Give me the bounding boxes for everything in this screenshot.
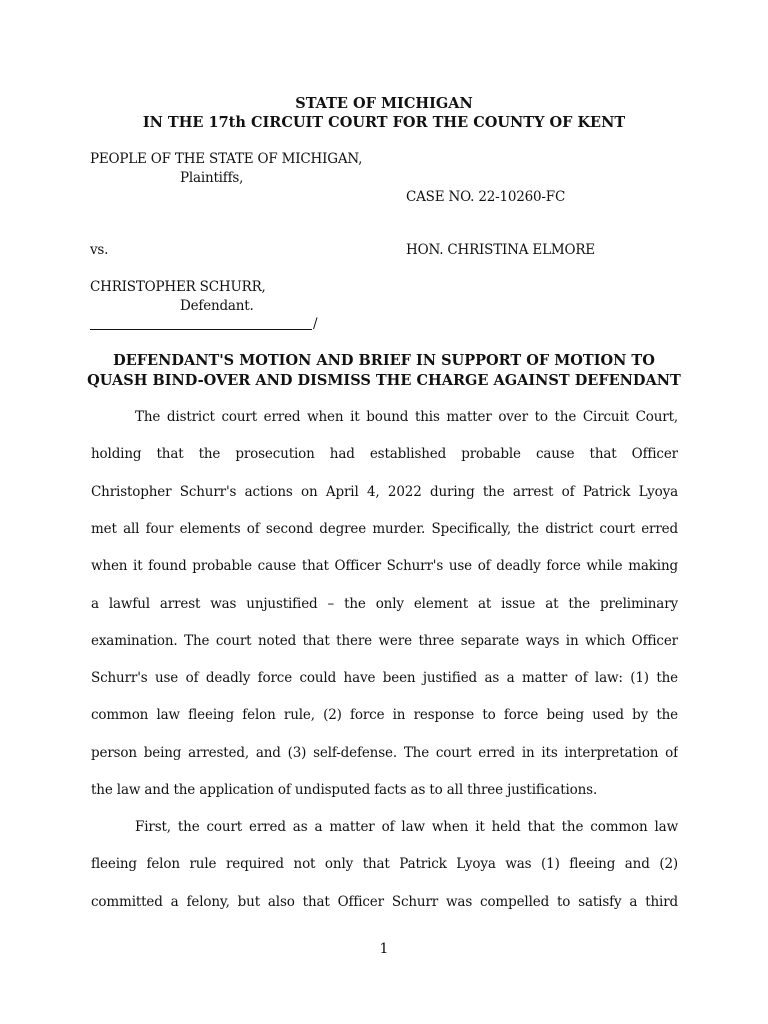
- body-line: a lawful arrest was unjustified – the only element at issue at the preliminary: [91, 596, 678, 612]
- plaintiff-name: PEOPLE OF THE STATE OF MICHIGAN,: [90, 151, 363, 167]
- page-number: 1: [379, 941, 389, 957]
- body-line: when it found probable cause that Officer Schurr's use of deadly force while making: [91, 558, 678, 574]
- body-line: met all four elements of second degree murder. Specifically, the district court erred: [91, 521, 678, 537]
- judge-name: HON. CHRISTINA ELMORE: [406, 242, 595, 258]
- motion-title-line-2: QUASH BIND-OVER AND DISMISS THE CHARGE AGAINST DEFENDANT: [87, 372, 681, 389]
- body-line: committed a felony, but also that Officer Schurr was compelled to satisfy a third: [91, 894, 678, 910]
- body-line: common law fleeing felon rule, (2) force in response to force being used by the: [91, 707, 678, 723]
- body-line: examination. The court noted that there were three separate ways in which Officer: [91, 633, 678, 649]
- body-line: person being arrested, and (3) self-defense. The court erred in its interpretation of: [91, 745, 678, 761]
- motion-title-line-1: DEFENDANT'S MOTION AND BRIEF IN SUPPORT OF MOTION TO: [113, 352, 655, 369]
- caption-slash: /: [313, 316, 318, 332]
- body-line: fleeing felon rule required not only that Patrick Lyoya was (1) fleeing and (2): [91, 856, 678, 872]
- plaintiff-role: Plaintiffs,: [180, 170, 244, 186]
- body-line: The district court erred when it bound this matter over to the Circuit Court,: [135, 409, 678, 425]
- body-line: holding that the prosecution had established probable cause that Officer: [91, 446, 678, 462]
- defendant-name: CHRISTOPHER SCHURR,: [90, 279, 266, 295]
- caption-signature-line: [90, 329, 312, 330]
- body-line: the law and the application of undisputed facts as to all three justifications.: [91, 782, 598, 798]
- body-line: First, the court erred as a matter of law when it held that the common law: [135, 819, 678, 835]
- court-state-heading: STATE OF MICHIGAN: [295, 95, 473, 112]
- defendant-role: Defendant.: [180, 298, 254, 314]
- versus-label: vs.: [90, 242, 109, 258]
- body-line: Schurr's use of deadly force could have been justified as a matter of law: (1) the: [91, 670, 678, 686]
- court-name-heading: IN THE 17th CIRCUIT COURT FOR THE COUNTY OF KENT: [142, 114, 626, 131]
- body-line: Christopher Schurr's actions on April 4, 2022 during the arrest of Patrick Lyoya: [91, 484, 678, 500]
- case-number: CASE NO. 22-10260-FC: [406, 189, 566, 205]
